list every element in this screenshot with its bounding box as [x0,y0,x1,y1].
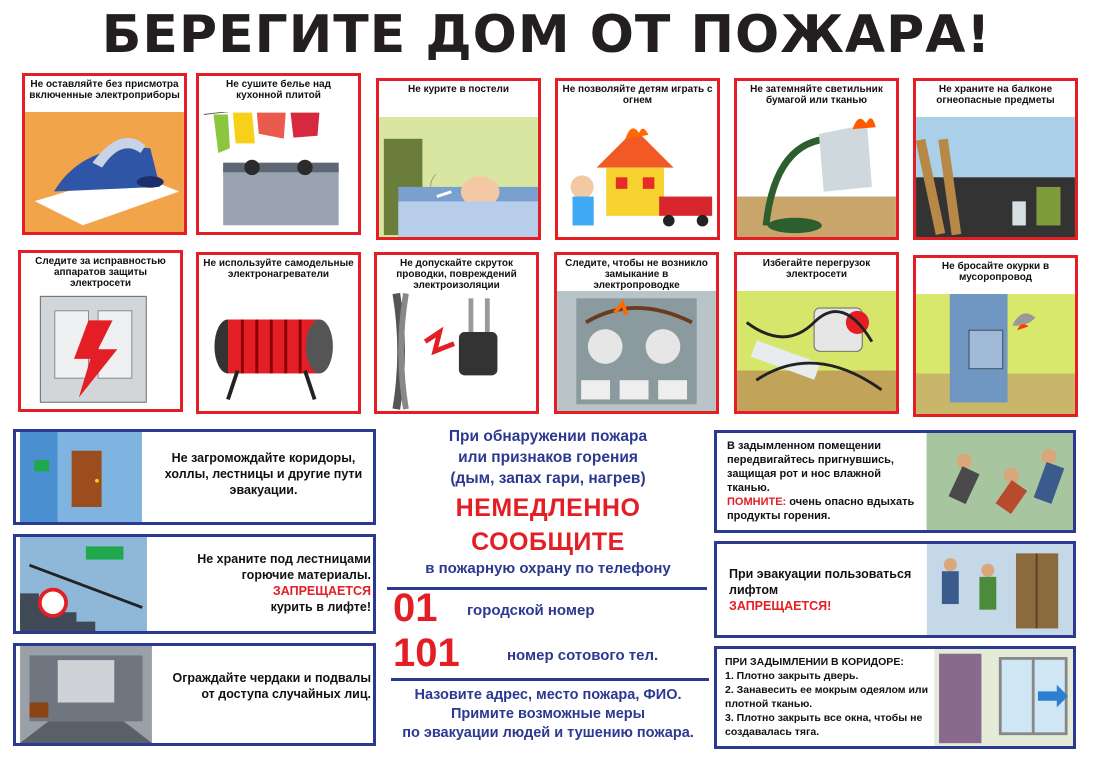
instruction-line-3: по эвакуации людей и тушению пожара. [402,725,694,741]
card-laundry [196,73,361,235]
panel-text-secondary: очень опасно вдыхать продукты горения. [727,496,915,522]
instruction-item: 1. Плотно закрыть дверь. [725,670,859,682]
panel-warning: ЗАПРЕЩАЕТСЯ [272,584,371,598]
phone-number-mobile: 101 [393,631,460,675]
phone-row-mobile [393,631,713,675]
panel-text [161,551,371,615]
card-caption: Не допускайте скруток проводки, повреждений электроизоляции [377,255,536,291]
panel-text [725,655,930,739]
phone-number-city: 01 [393,586,438,630]
card-caption: Не курите в постели [379,81,538,117]
card-iron [22,73,187,235]
panel-text: Не загромождайте коридоры, холлы, лестницы и другие пути эвакуации. [164,451,363,497]
right-panel-elevator [714,541,1076,638]
card-caption: Не храните на балконе огнеопасные предметы [916,81,1075,117]
center-subline: в пожарную охрану по телефону [425,560,671,577]
instruction-item: 2. Занавесить ее мокрым одеялом или плотной тканью. [725,684,929,710]
center-headline: НЕМЕДЛЕННО СООБЩИТЕ [455,494,641,556]
panel-text-main: Не храните под лестницами горючие материалы. [197,552,371,582]
locked-door-icon [16,646,156,743]
left-panel-corridors [13,429,376,525]
phone-label-mobile: номер сотового тел. [507,647,659,664]
panel-text [727,439,922,523]
card-child [555,78,720,240]
center-line-3: (дым, запах гари, нагрев) [450,470,646,487]
phone-row-city [393,586,713,630]
panel-text-main: В задымленном помещении передвигайтесь пригнувшись, защищая рот и нос влажной тканью. [727,440,894,494]
card-caption: Не оставляйте без присмотра включенные электроприборы [25,76,184,112]
card-lamp [734,78,899,240]
card-caption: Не сушите белье над кухонной плитой [199,76,358,112]
card-caption: Следите за исправностью аппаратов защиты электросети [21,253,180,289]
exit-door-icon [16,432,146,522]
right-panel-smoke [714,430,1076,533]
card-chute [913,255,1078,417]
card-caption: Избегайте перегрузок электросети [737,255,896,291]
panel-warning: ПОМНИТЕ: [727,496,787,508]
poster-title: БЕРЕГИТЕ ДОМ ОТ ПОЖАРА! [101,5,992,65]
card-caption: Не бросайте окурки в мусоропровод [916,258,1075,294]
card-smoking [376,78,541,240]
center-line-1: При обнаружении пожара [448,428,648,445]
right-panel-corridor-smoke [714,646,1076,749]
center-line-2: или признаков горения [458,449,638,466]
panel-text: Ограждайте чердаки и подвалы от доступа случайных лиц. [172,671,371,701]
panel-warning: ЗАПРЕЩАЕТСЯ! [729,599,832,613]
card-overload [734,252,899,414]
window-door-icon [930,649,1076,746]
card-junction [554,252,719,414]
left-panel-attics [13,643,376,746]
panel-heading: ПРИ ЗАДЫМЛЕНИИ В КОРИДОРЕ: [725,656,904,668]
instruction-line-1: Назовите адрес, место пожара, ФИО. [414,687,682,703]
card-heater [196,252,361,414]
card-caption: Следите, чтобы не возникло замыкание в электропроводке [557,255,716,291]
instruction-item: 3. Плотно закрыть все окна, чтобы не создавалась тяга. [725,712,923,738]
card-caption: Не используйте самодельные электронагреватели [199,255,358,291]
card-wire [374,252,539,414]
panel-text-secondary: курить в лифте! [270,600,371,614]
card-caption: Не затемняйте светильник бумагой или тканью [737,81,896,117]
panel-text-main: При эвакуации пользоваться лифтом [729,567,912,597]
left-panel-stairs [13,534,376,634]
crouching-people-icon [922,433,1076,530]
stairs-icon [16,537,151,631]
card-breaker [18,250,183,412]
center-instructions [383,686,713,743]
phone-label-city: городской номер [467,602,595,619]
panel-text [729,566,924,614]
emergency-info [383,426,713,756]
card-caption: Не позволяйте детям играть с огнем [558,81,717,117]
instruction-line-2: Примите возможные меры [450,706,645,722]
card-balcony [913,78,1078,240]
elevator-icon [922,544,1076,635]
center-divider-bottom [391,678,709,681]
